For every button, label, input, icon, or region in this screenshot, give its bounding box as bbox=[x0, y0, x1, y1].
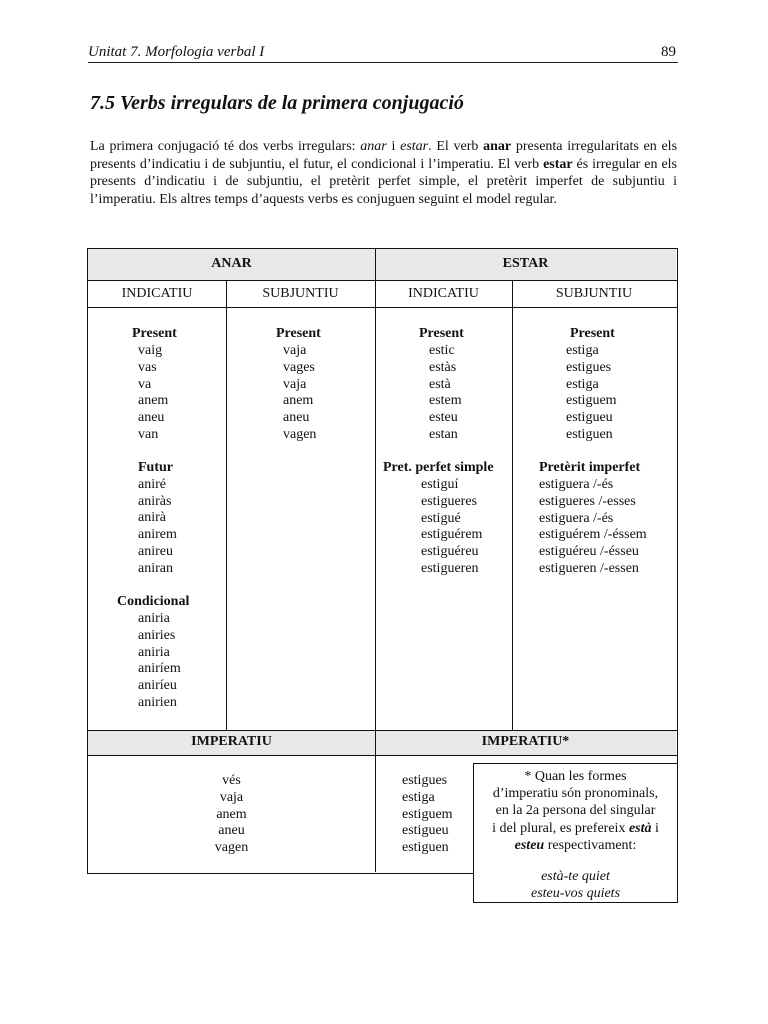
estar-subjuntiu-header: SUBJUNTIU bbox=[555, 286, 633, 301]
verb-form: anem bbox=[283, 393, 314, 409]
tense-heading: Present bbox=[419, 326, 464, 341]
verb-form: estan bbox=[429, 426, 458, 442]
verb-form: estiguí bbox=[421, 477, 459, 492]
verb-form: estigues bbox=[402, 773, 448, 788]
verb-form: van bbox=[138, 426, 159, 442]
verb-form: estigueren /-essen bbox=[539, 560, 639, 576]
verb-form: aniríeu bbox=[138, 678, 177, 694]
verb-form: vés bbox=[222, 773, 241, 788]
verb-form: estigues bbox=[566, 359, 612, 375]
intro-paragraph: La primera conjugació té dos verbs irregulars: anar i estar. El verb anar presenta irregularitats en els presents d’indicatiu i de subjuntiu, el futur, el condicional i l’imperatiu. El verb estar és irregular en els presents d’indicatiu i de subjuntiu, el pretèrit perfet simple, el pretèrit imperfet de subjuntiu i l’imperatiu. Els altres temps d’aquests verbs es conjuguen seguint el model regular. bbox=[90, 139, 678, 207]
verb-form: aneu bbox=[138, 410, 165, 426]
anar-imperatiu-column bbox=[88, 773, 375, 857]
anar-imperatiu-header: IMPERATIU bbox=[191, 734, 272, 749]
anar-indicatiu-header: INDICATIU bbox=[121, 286, 193, 301]
tense-heading: Pretèrit imperfet bbox=[539, 460, 641, 475]
verb-form: aniré bbox=[138, 476, 166, 492]
anar-header: ANAR bbox=[211, 256, 252, 271]
verb-form: aniràs bbox=[138, 493, 172, 509]
note-line: i del plural, es prefereix està i bbox=[492, 820, 659, 836]
page-header bbox=[88, 44, 678, 63]
estar-indicatiu-header: INDICATIU bbox=[408, 286, 479, 301]
estar-imperatiu-column bbox=[402, 773, 453, 857]
verb-form: aniríem bbox=[138, 661, 181, 677]
tense-heading: Pret. perfet simple bbox=[383, 460, 494, 475]
verb-form: vagen bbox=[214, 840, 249, 856]
tense-heading: Futur bbox=[138, 460, 173, 475]
verb-form: estiguérem bbox=[421, 527, 483, 543]
verb-form: estiguen bbox=[566, 426, 613, 442]
verb-form: estigueres bbox=[421, 493, 477, 509]
verb-form: estigueres /-esses bbox=[539, 493, 636, 509]
verb-form: estiguem bbox=[402, 806, 453, 822]
verb-form: estiguéreu /-ésseu bbox=[539, 544, 639, 560]
note-line: d’imperatiu són pronominals, bbox=[492, 786, 659, 802]
imperatiu-note-box bbox=[473, 763, 678, 903]
verb-form: vages bbox=[283, 359, 315, 375]
verb-form: estic bbox=[429, 343, 455, 358]
verb-form: estiga bbox=[402, 789, 435, 805]
verb-form: estem bbox=[429, 393, 462, 409]
tense-heading: Condicional bbox=[117, 594, 190, 609]
verb-form: vaja bbox=[283, 343, 307, 358]
verb-form: vaja bbox=[219, 789, 244, 805]
verb-form: anirà bbox=[138, 510, 166, 526]
verb-form: anem bbox=[216, 806, 247, 822]
anar-subjuntiu-header: SUBJUNTIU bbox=[262, 286, 339, 301]
estar-header: ESTAR bbox=[502, 256, 549, 271]
verb-form: va bbox=[138, 376, 152, 392]
estar-imperatiu-header: IMPERATIU* bbox=[481, 734, 570, 749]
verb-form: aniran bbox=[138, 560, 173, 576]
tense-heading: Present bbox=[570, 326, 615, 341]
verb-form: aniries bbox=[138, 627, 176, 643]
tense-heading: Present bbox=[132, 326, 177, 341]
verb-form: estàs bbox=[429, 359, 457, 375]
verb-form: estiguera /-és bbox=[539, 510, 614, 526]
verb-form: estiga bbox=[566, 376, 599, 392]
verb-form: estiguera /-és bbox=[539, 477, 614, 492]
section-title: 7.5 Verbs irregulars de la primera conjugació bbox=[90, 92, 464, 114]
note-line: esteu respectivament: bbox=[514, 837, 637, 853]
tense-heading: Present bbox=[276, 326, 321, 341]
verb-form: anirien bbox=[138, 694, 177, 710]
verb-form: estiguéreu bbox=[421, 544, 479, 560]
verb-form: anirem bbox=[138, 527, 177, 543]
note-line: en la 2a persona del singular bbox=[495, 803, 656, 819]
verb-form: aneu bbox=[218, 823, 245, 839]
verb-form: estigué bbox=[421, 510, 461, 526]
page-number: 89 bbox=[661, 44, 676, 60]
verb-form: estiguen bbox=[402, 840, 449, 856]
note-example: esteu-vos quiets bbox=[530, 886, 621, 902]
header-title: Unitat 7. Morfologia verbal I bbox=[88, 44, 265, 60]
verb-form: estiguérem /-éssem bbox=[539, 527, 647, 543]
verb-form: aniria bbox=[138, 611, 170, 626]
verb-form: vaja bbox=[283, 376, 307, 392]
verb-form: estigueren bbox=[421, 560, 479, 576]
verb-form: anem bbox=[138, 393, 169, 409]
verb-form: està bbox=[429, 376, 451, 392]
verb-form: vagen bbox=[283, 426, 317, 442]
verb-form: vas bbox=[138, 359, 157, 375]
verb-form: estiguem bbox=[566, 393, 617, 409]
verb-form: vaig bbox=[138, 343, 163, 358]
verb-form: estigueu bbox=[566, 410, 613, 426]
verb-form: aneu bbox=[283, 410, 310, 426]
note-line: * Quan les formes bbox=[524, 769, 627, 784]
verb-form: esteu bbox=[429, 410, 458, 426]
verb-form: estigueu bbox=[402, 823, 449, 839]
note-example: està-te quiet bbox=[541, 869, 610, 885]
verb-form: estiga bbox=[566, 343, 599, 358]
verb-form: anireu bbox=[138, 543, 173, 559]
verb-form: aniria bbox=[138, 644, 170, 660]
